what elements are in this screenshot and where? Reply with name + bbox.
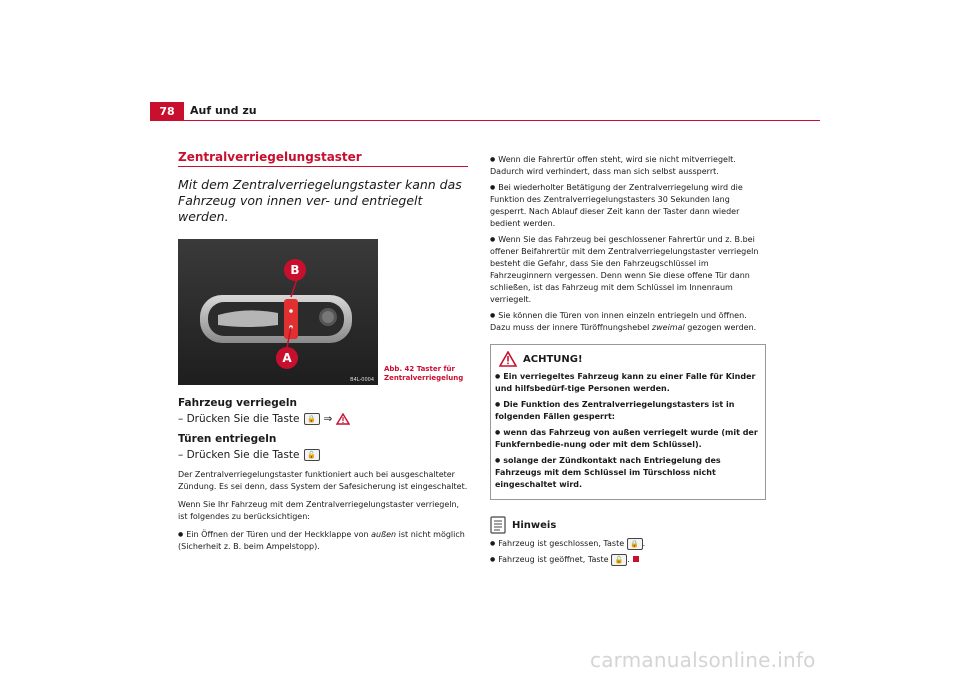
callout-a-label: A	[282, 351, 292, 365]
chapter-title: Auf und zu	[190, 104, 257, 117]
note-icon	[490, 516, 506, 534]
bullet-1-a: Ein Öffnen der Türen und der Heckklappe von	[186, 530, 372, 539]
figure-code: B4L-0004	[350, 377, 374, 383]
warning-item: ● solange der Zündkontakt nach Entriegelung des Fahrzeugs mit dem Schlüssel im Türschloss nicht eingeschaltet wird.	[495, 455, 761, 491]
bullet-3: ● Bei wiederholter Betätigung der Zentralverriegelung wird die Funktion des Zentralverriegelungstasters 30 Sekunden lang gesperrt. Nach Ablauf dieser Zeit kann der Taster dann wieder bedient werden.	[490, 182, 766, 230]
left-column	[178, 150, 468, 557]
bullet-2: ● Wenn die Fahrertür offen steht, wird sie nicht mitverriegelt. Dadurch wird verhindert, dass man sich selbst aussperrt.	[490, 154, 766, 178]
bullet-1	[178, 529, 468, 553]
note-item-1-text: Fahrzeug ist geschlossen, Taste	[498, 539, 625, 548]
note-item-2	[490, 554, 766, 566]
unlock-key-icon: 🔓	[304, 449, 320, 461]
lock-key-icon: 🔒	[304, 413, 320, 425]
bullet-5-b: gezogen werden.	[684, 323, 757, 332]
figure-row	[178, 239, 468, 385]
watermark: carmanualsonline.info	[590, 648, 816, 672]
lock-key-icon: 🔒	[627, 538, 643, 550]
header-rule	[150, 120, 820, 121]
warning-item: ● Die Funktion des Zentralverriegelungstasters ist in folgenden Fällen gesperrt:	[495, 399, 761, 423]
warning-item: ● Ein verriegeltes Fahrzeug kann zu einer Falle für Kinder und hilfsbedürf-tige Personen werden.	[495, 371, 761, 395]
bullet-5	[490, 310, 766, 334]
callout-b-label: B	[290, 263, 300, 277]
warning-box	[490, 344, 766, 500]
note-item-1-period: .	[642, 539, 646, 548]
warning-triangle-icon	[336, 413, 350, 425]
door-handle-figure	[178, 239, 378, 385]
figure-caption-line1: Abb. 42 Taster für	[384, 365, 455, 373]
warning-item: ● wenn das Fahrzeug von außen verriegelt wurde (mit der Funkfernbedie-nung oder mit dem Schlüssel).	[495, 427, 761, 451]
section-title: Zentralverriegelungstaster	[178, 150, 468, 167]
lock-step-text: – Drücken Sie die Taste	[178, 413, 300, 425]
unlock-key-icon: 🔓	[611, 554, 627, 566]
note-item-2-text: Fahrzeug ist geöffnet, Taste	[498, 555, 609, 564]
section-intro: Mit dem Zentralverriegelungstaster kann das Fahrzeug von innen ver- und entriegelt werden.	[178, 177, 462, 224]
note-title: Hinweis	[512, 519, 557, 531]
figure-caption-line2: Zentralverriegelung	[384, 374, 464, 382]
unlock-step-text: – Drücken Sie die Taste	[178, 449, 300, 461]
note-item-1	[490, 538, 766, 550]
section-end-marker	[633, 556, 639, 562]
warning-triangle-icon	[499, 351, 517, 367]
unlock-heading: Türen entriegeln	[178, 433, 277, 445]
note-item-2-period: .	[627, 555, 630, 564]
callout-b	[284, 259, 306, 281]
bullet-5-em: zweimal	[651, 323, 685, 332]
warning-title: ACHTUNG!	[523, 353, 583, 365]
lock-heading: Fahrzeug verriegeln	[178, 397, 297, 409]
paragraph-2: Wenn Sie Ihr Fahrzeug mit dem Zentralverriegelungstaster verriegeln, ist folgendes zu berücksichtigen:	[178, 500, 460, 521]
warning-header	[495, 351, 761, 367]
warning-body	[495, 371, 761, 491]
figure-caption	[384, 365, 463, 385]
lock-step	[178, 413, 468, 425]
bullet-4: ● Wenn Sie das Fahrzeug bei geschlossener Fahrertür und z. B.bei offener Beifahrertür mit dem Zentralverriegelungstaster verriegeln besteht die Gefahr, dass Sie den Fahrzeugschlüssel im Fahrzeuginnern vergessen. Denn wenn Sie diese offene Tür dann schließen, ist das Fahrzeug mit dem Schlüssel im Innenraum verriegelt.	[490, 234, 766, 306]
callout-a	[276, 347, 298, 369]
bullet-1-b: ist nicht möglich (Sicherheit z. B. beim Ampelstopp).	[178, 530, 465, 551]
unlock-step	[178, 449, 468, 461]
note-header	[490, 516, 766, 534]
paragraph-1: Der Zentralverriegelungstaster funktioniert auch bei ausgeschalteter Zündung. Es sei denn, dass System der Safesicherung ist eingeschaltet.	[178, 470, 468, 491]
bullet-1-em: außen	[371, 530, 397, 539]
bullet-5-a: Sie können die Türen von innen einzeln entriegeln und öffnen. Dazu muss der innere Türöffnungshebel	[490, 311, 747, 332]
reference-arrow: ⇒	[323, 413, 333, 425]
page-number: 78	[150, 102, 184, 120]
right-column	[490, 150, 766, 570]
